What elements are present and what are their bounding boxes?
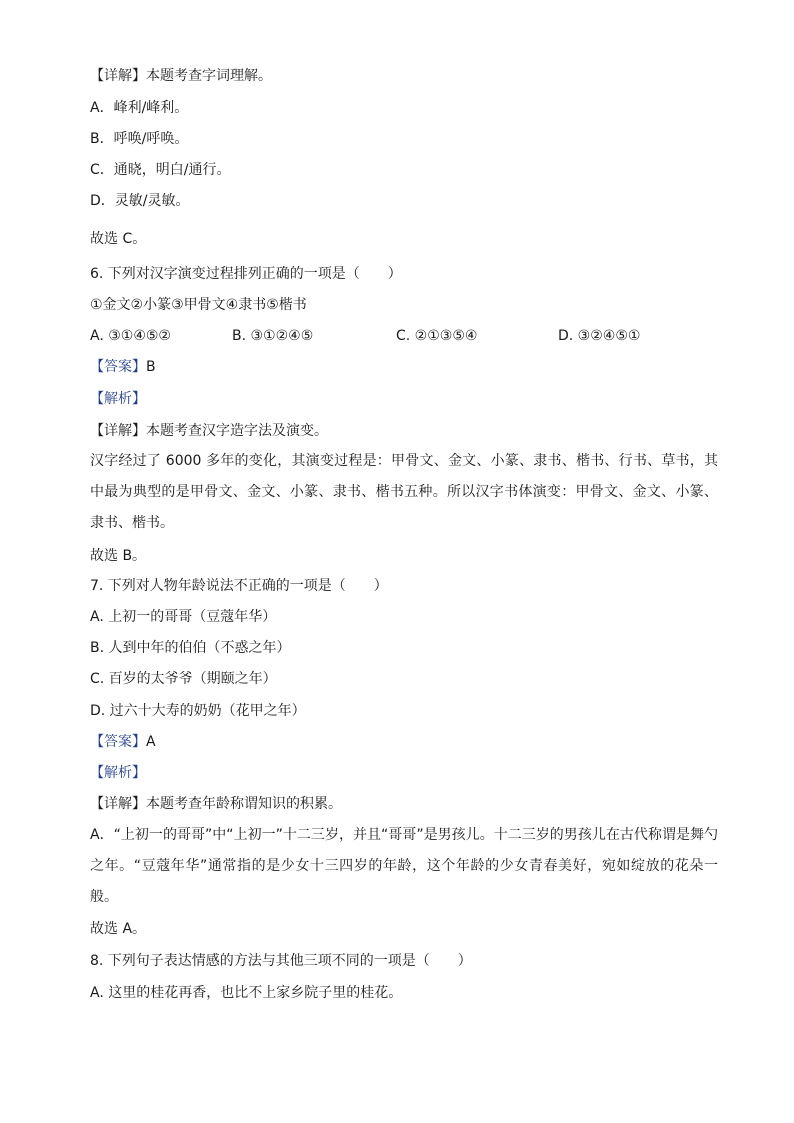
q5-detail: 【详解】本题考查字词理解。 xyxy=(90,68,272,84)
q7-answer-value: A xyxy=(146,734,156,750)
q6-detail: 【详解】本题考查汉字造字法及演变。 xyxy=(90,423,328,439)
q6-answer-line xyxy=(90,358,156,376)
q5-conclusion: 故选 C。 xyxy=(90,231,147,247)
q8-question: 8. 下列句子表达情感的方法与其他三项不同的一项是（ ） xyxy=(90,953,472,969)
q6-items: ①金文②小篆③甲骨文④隶书⑤楷书 xyxy=(90,297,307,313)
q7-conclusion: 故选 A。 xyxy=(90,921,147,937)
q5-option-d: D．灵敏/灵敏。 xyxy=(90,193,190,209)
q6-choice-d: D. ③②④⑤① xyxy=(558,328,641,344)
q6-conclusion: 故选 B。 xyxy=(90,548,147,564)
q6-choice-a: A. ③①④⑤② xyxy=(90,328,171,344)
q6-choice-b: B. ③①②④⑤ xyxy=(232,328,314,344)
q7-analysis-tag: 【解析】 xyxy=(90,765,146,781)
q7-option-b: B. 人到中年的伯伯（不惑之年） xyxy=(90,640,291,656)
q7-detail: 【详解】本题考查年龄称谓知识的积累。 xyxy=(90,796,342,812)
q7-explanation: A．“上初一的哥哥”中“上初一”十二三岁，并且“哥哥”是男孩儿。十二三岁的男孩儿在古代称谓是舞勺之年。“豆蔻年华”通常指的是少女十三四岁的年龄，这个年龄的少女青春美好，宛如绽放的花朵一般。 xyxy=(90,827,718,905)
q6-explanation: 汉字经过了 6000 多年的变化，其演变过程是：甲骨文、金文、小篆、隶书、楷书、行书、草书，其中最为典型的是甲骨文、金文、小篆、隶书、楷书五种。所以汉字书体演变：甲骨文、金文、小篆、隶书、楷书。 xyxy=(90,453,718,531)
q7-answer-tag: 【答案】 xyxy=(90,734,146,750)
q6-analysis-tag: 【解析】 xyxy=(90,391,146,407)
q7-question: 7. 下列对人物年龄说法不正确的一项是（ ） xyxy=(90,578,388,594)
q7-option-c: C. 百岁的太爷爷（期颐之年） xyxy=(90,671,277,687)
q7-answer-line xyxy=(90,733,156,751)
q5-option-b: B．呼唤/呼唤。 xyxy=(90,131,189,147)
q7-option-a: A. 上初一的哥哥（豆蔻年华） xyxy=(90,609,277,625)
q6-choice-c: C. ②①③⑤④ xyxy=(396,328,478,344)
q6-question: 6. 下列对汉字演变过程排列正确的一项是（ ） xyxy=(90,266,402,282)
q5-option-a: A．峰利/峰利。 xyxy=(90,100,189,116)
q7-option-d: D. 过六十大寿的奶奶（花甲之年） xyxy=(90,703,306,719)
q6-answer-value: B xyxy=(146,359,156,375)
q8-option-a: A. 这里的桂花再香，也比不上家乡院子里的桂花。 xyxy=(90,985,403,1001)
q5-option-c: C．通晓，明白/通行。 xyxy=(90,162,231,178)
q6-answer-tag: 【答案】 xyxy=(90,359,146,375)
